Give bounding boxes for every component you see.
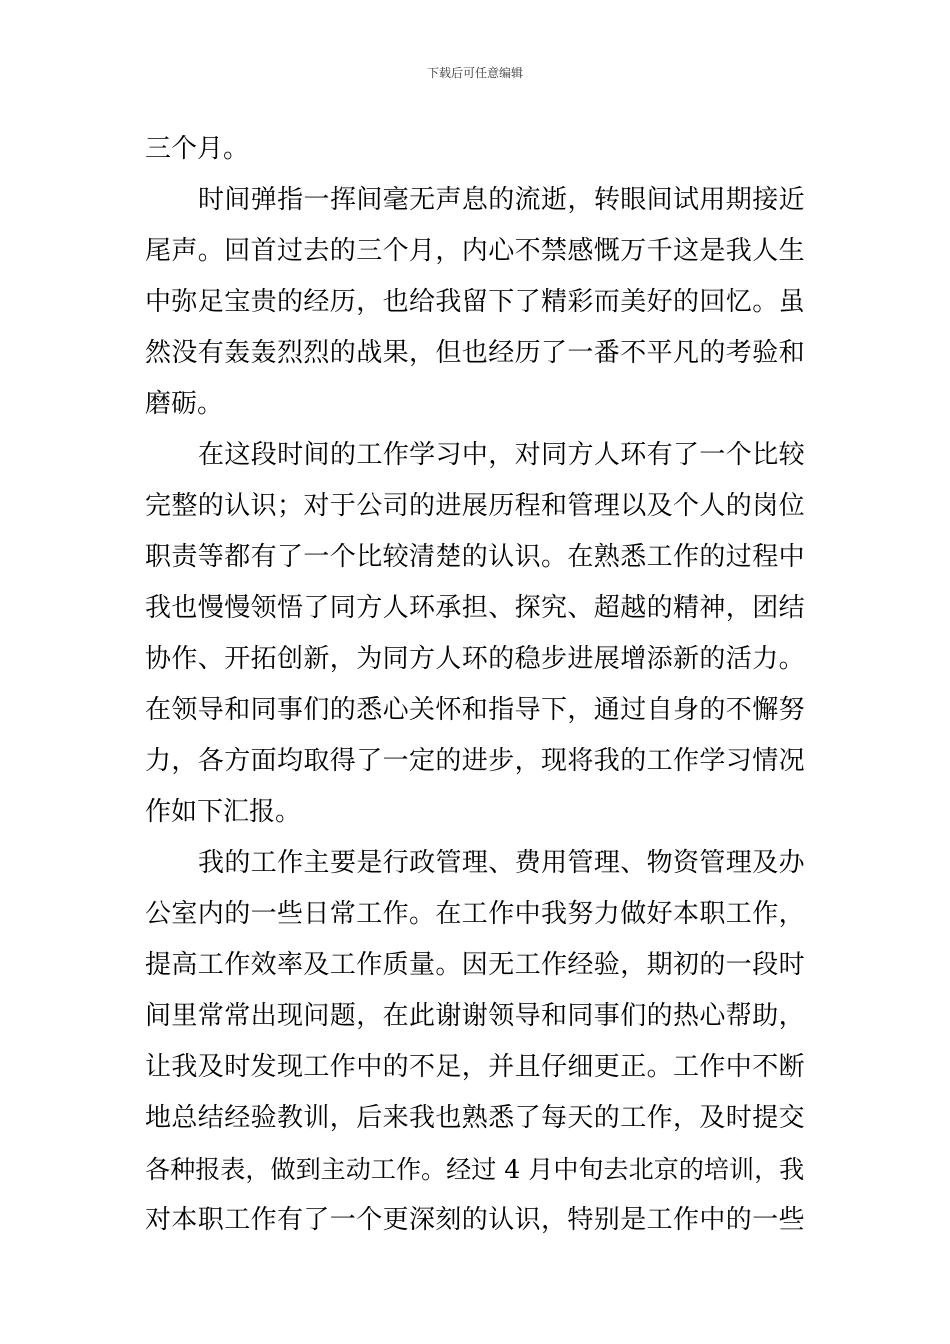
- text-line: 协作、开拓创新，为同方人环的稳步进展增添新的活力。: [145, 644, 806, 674]
- text-line: 让我及时发现工作中的不足，并且仔细更正。工作中不断: [145, 1052, 806, 1082]
- text-line: 在领导和同事们的悉心关怀和指导下，通过自身的不懈努: [145, 695, 806, 725]
- document-body: [145, 124, 805, 1246]
- page-header: 下载后可任意编辑: [426, 66, 523, 80]
- text-line: 职责等都有了一个比较清楚的认识。在熟悉工作的过程中: [145, 542, 806, 572]
- text-line: 磨砺。: [145, 389, 224, 419]
- text-line: 地总结经验教训，后来我也熟悉了每天的工作，及时提交: [145, 1103, 806, 1133]
- paragraph-first-line: 我的工作主要是行政管理、费用管理、物资管理及办: [198, 848, 805, 878]
- paragraph-first-line: 在这段时间的工作学习中，对同方人环有了一个比较: [198, 440, 805, 470]
- text-line: 提高工作效率及工作质量。因无工作经验，期初的一段时: [145, 950, 806, 980]
- text-line: 完整的认识；对于公司的进展历程和管理以及个人的岗位: [145, 491, 806, 521]
- paragraph-first-line: 时间弹指一挥间毫无声息的流逝，转眼间试用期接近: [198, 185, 805, 215]
- text-line: 然没有轰轰烈烈的战果，但也经历了一番不平凡的考验和: [145, 338, 806, 368]
- text-line: 尾声。回首过去的三个月，内心不禁感慨万千这是我人生: [145, 236, 806, 266]
- text-line: 对本职工作有了一个更深刻的认识，特别是工作中的一些: [145, 1205, 806, 1235]
- text-line: 中弥足宝贵的经历，也给我留下了精彩而美好的回忆。虽: [145, 287, 806, 317]
- text-line: 我也慢慢领悟了同方人环承担、探究、超越的精神，团结: [145, 593, 806, 623]
- text-line: 公室内的一些日常工作。在工作中我努力做好本职工作，: [145, 899, 806, 929]
- text-line: 三个月。: [145, 134, 250, 164]
- text-line: 各种报表，做到主动工作。经过 4 月中旬去北京的培训，我: [145, 1155, 805, 1184]
- text-line: 力，各方面均取得了一定的进步，现将我的工作学习情况: [145, 746, 806, 776]
- text-line: 间里常常出现问题，在此谢谢领导和同事们的热心帮助，: [145, 1001, 806, 1031]
- text-line: 作如下汇报。: [145, 797, 302, 827]
